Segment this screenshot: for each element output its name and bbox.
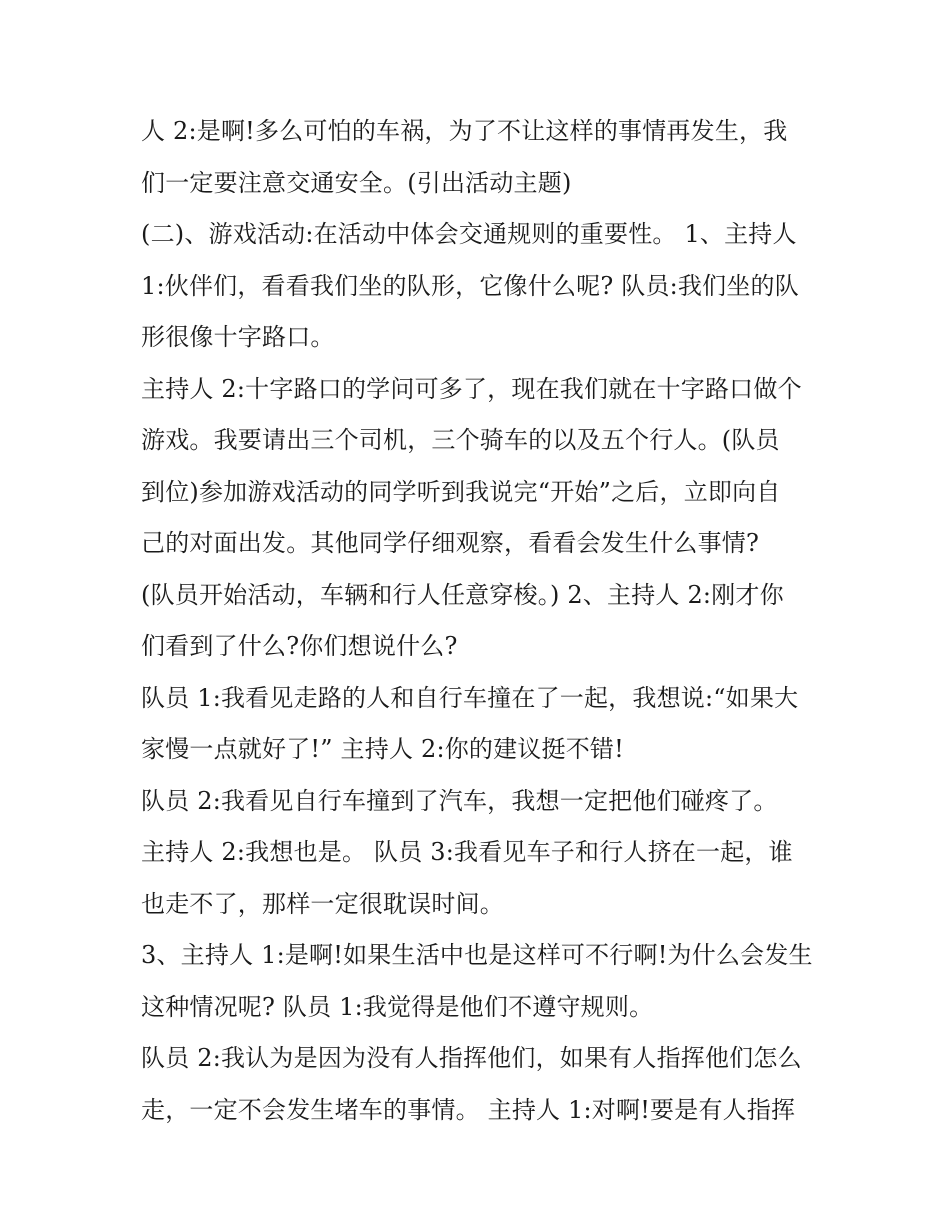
text-line: 游戏。我要请出三个司机，三个骑车的以及五个行人。(队员 — [141, 426, 780, 454]
text-line: 队员 2:我认为是因为没有人指挥他们，如果有人指挥他们怎么 — [141, 1044, 802, 1072]
text-line: 形很像十字路口。 — [141, 323, 335, 351]
text-line: 主持人 2:我想也是。 队员 3:我看见车子和行人挤在一起，谁 — [141, 838, 793, 866]
text-line: 1:伙伴们，看看我们坐的队形，它像什么呢? 队员:我们坐的队 — [141, 271, 799, 300]
document-body — [141, 106, 816, 1136]
text-line: 这种情况呢? 队员 1:我觉得是他们不遵守规则。 — [141, 992, 654, 1021]
text-line: (二)、游戏活动:在活动中体会交通规则的重要性。 1、主持人 — [141, 220, 797, 248]
text-line: 3、主持人 1:是啊!如果生活中也是这样可不行啊!为什么会发生 — [141, 941, 813, 969]
text-line: 也走不了，那样一定很耽误时间。 — [141, 889, 504, 918]
text-line: 己的对面出发。其他同学仔细观察，看看会发生什么事情? — [141, 529, 760, 557]
text-line: 家慢一点就好了!” 主持人 2:你的建议挺不错! — [141, 735, 624, 763]
text-line: 人 2:是啊!多么可怕的车祸，为了不让这样的事情再发生，我 — [141, 117, 788, 145]
text-line: (队员开始活动，车辆和行人任意穿梭。) 2、主持人 2:刚才你 — [141, 580, 784, 609]
text-line: 们看到了什么?你们想说什么? — [141, 632, 458, 660]
text-line: 们一定要注意交通安全。(引出活动主题) — [141, 168, 572, 197]
text-line: 走，一定不会发生堵车的事情。 主持人 1:对啊!要是有人指挥 — [141, 1095, 796, 1124]
text-line: 队员 1:我看见走路的人和自行车撞在了一起，我想说:“如果大 — [141, 683, 799, 712]
text-line: 到位)参加游戏活动的同学听到我说完“开始”之后，立即向自 — [141, 477, 781, 506]
text-line: 队员 2:我看见自行车撞到了汽车，我想一定把他们碰疼了。 — [141, 786, 778, 815]
text-line: 主持人 2:十字路口的学问可多了，现在我们就在十字路口做个 — [141, 374, 802, 403]
